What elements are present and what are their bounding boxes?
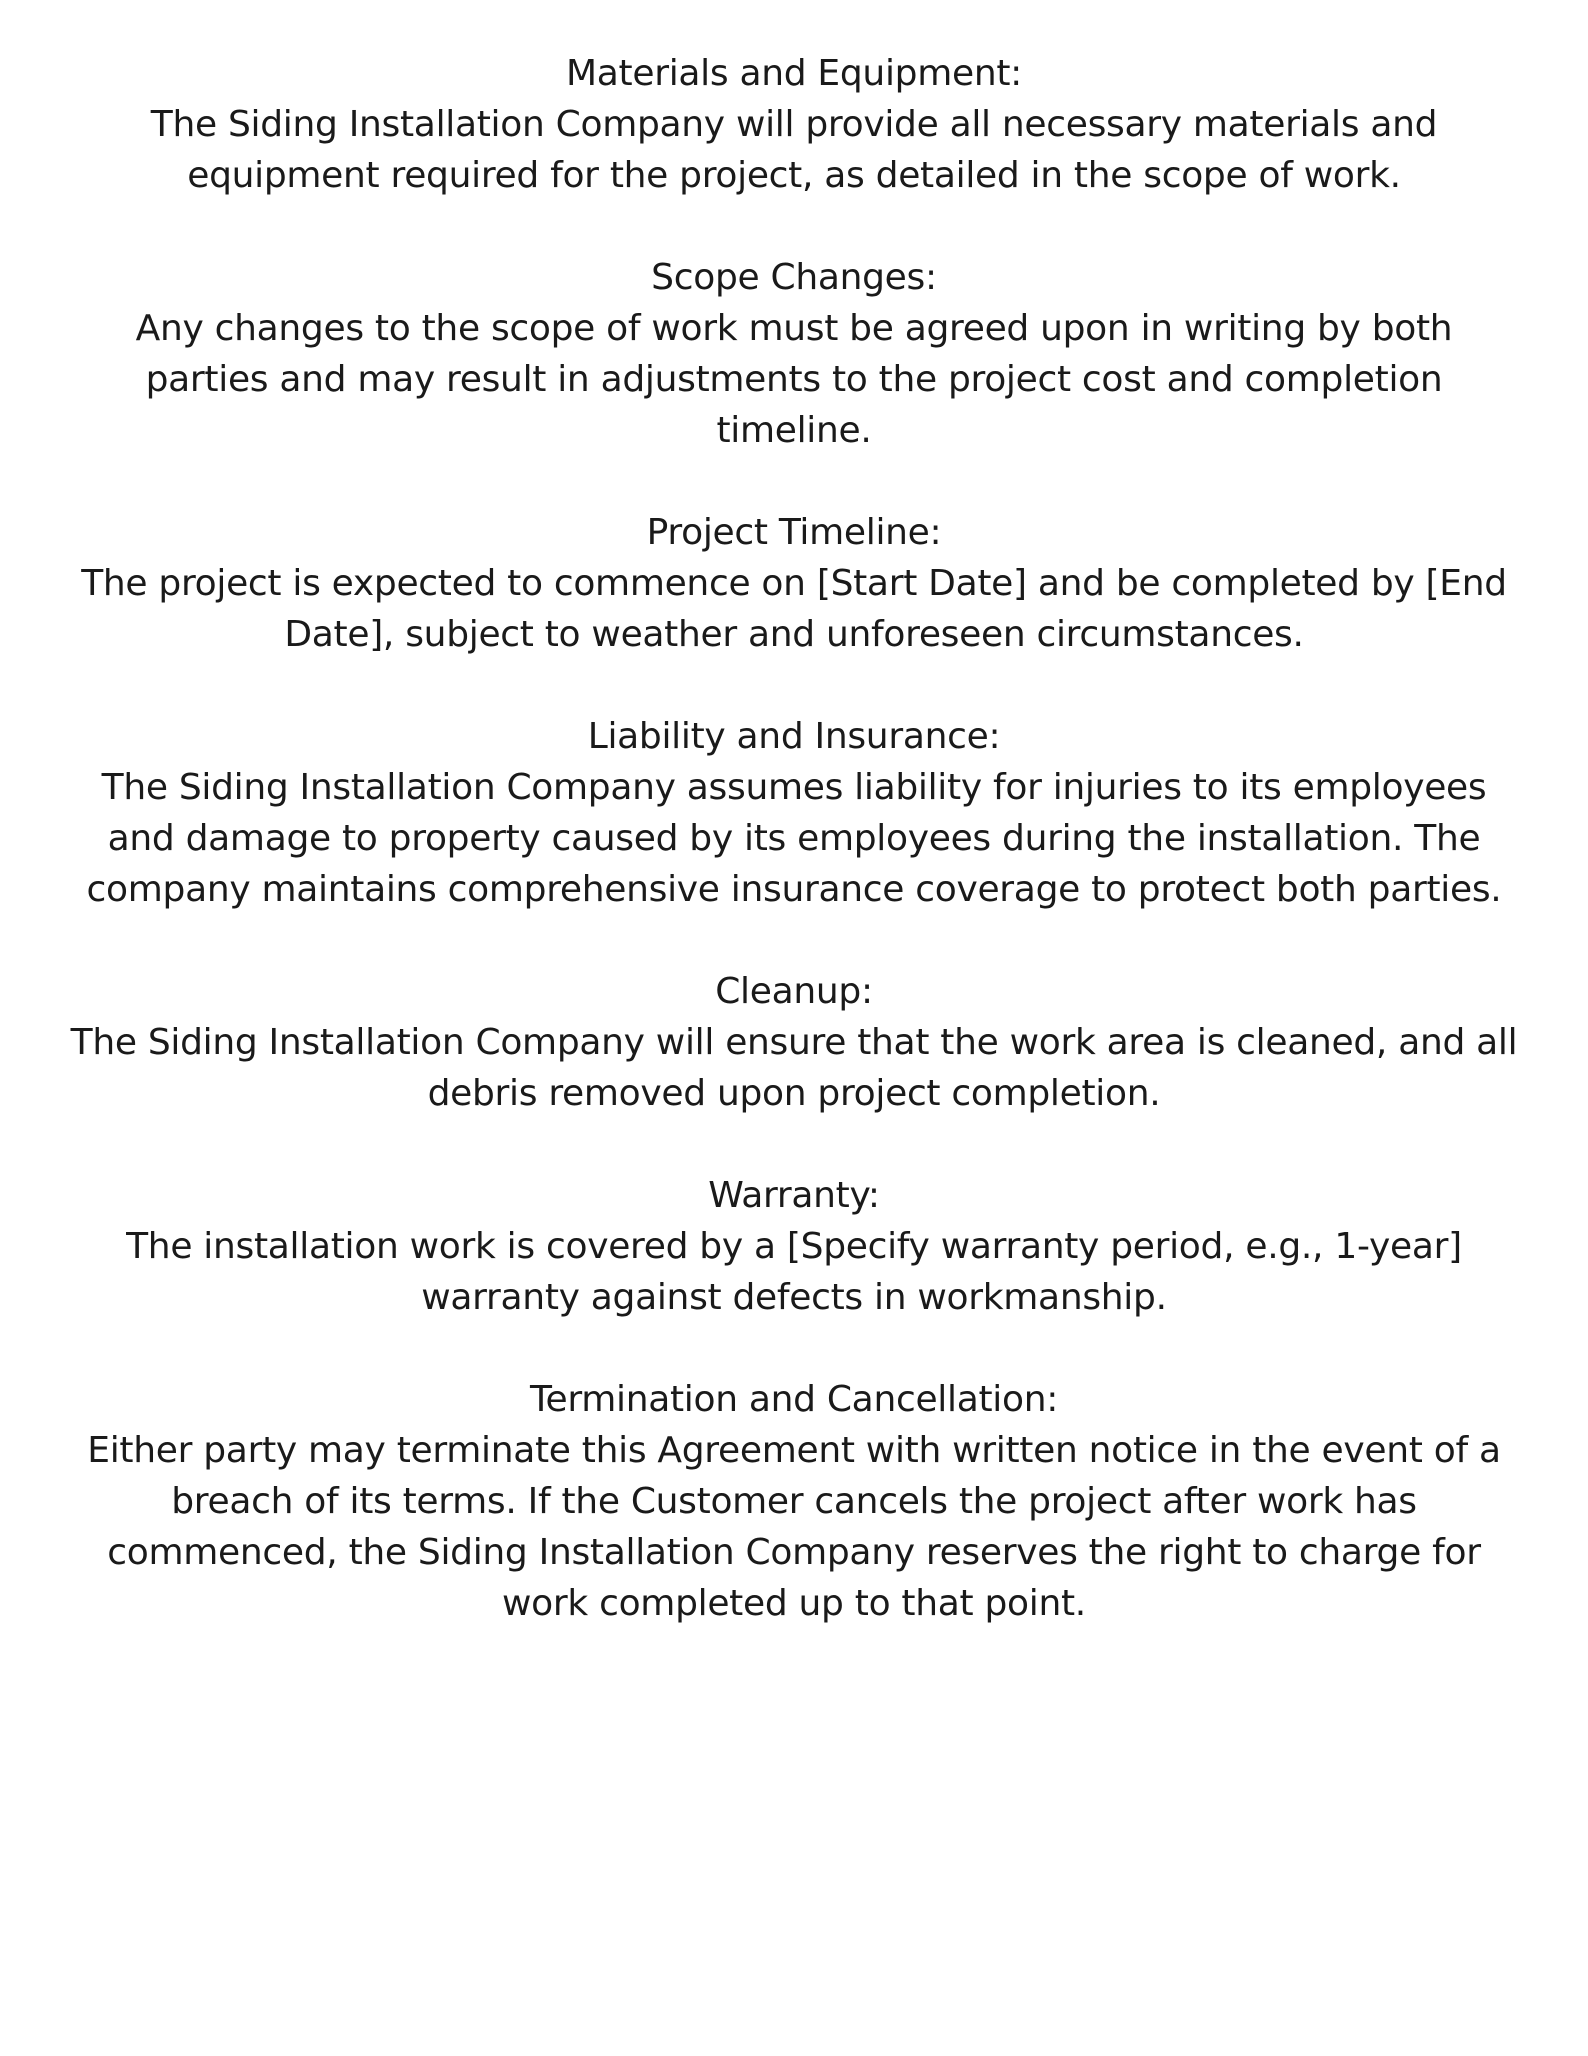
section-heading: Materials and Equipment:: [566, 53, 1022, 94]
section-liability-and-insurance: [70, 711, 1518, 915]
section-heading: Scope Changes:: [651, 257, 937, 298]
section-heading: Liability and Insurance:: [587, 716, 1001, 757]
section-materials-and-equipment: [70, 48, 1518, 201]
section-heading: Cleanup:: [715, 971, 873, 1012]
section-body: Any changes to the scope of work must be agreed upon in writing by both parties and may result in adjustments to the project cost and completion timeline.: [135, 308, 1453, 451]
document-content: [70, 48, 1518, 1629]
section-project-timeline: [70, 507, 1518, 660]
section-body: The Siding Installation Company assumes liability for injuries to its employees and damage to property caused by its employees during the installation. The company maintains comprehensive insurance coverage to protect both parties.: [86, 767, 1502, 910]
section-body: The installation work is covered by a [Specify warranty period, e.g., 1-year] warranty against defects in workmanship.: [126, 1226, 1462, 1318]
section-cleanup: [70, 966, 1518, 1119]
section-heading: Project Timeline:: [646, 512, 942, 553]
section-termination-and-cancellation: [70, 1374, 1518, 1629]
section-heading: Termination and Cancellation:: [529, 1379, 1059, 1420]
section-body: Either party may terminate this Agreement with written notice in the event of a breach of its terms. If the Customer cancels the project after work has commenced, the Siding Installation Company reserves the right to charge for work completed up to that point.: [87, 1430, 1501, 1624]
section-body: The project is expected to commence on [Start Date] and be completed by [End Date], subject to weather and unforeseen circumstances.: [81, 563, 1507, 655]
section-scope-changes: [70, 252, 1518, 456]
section-heading: Warranty:: [708, 1175, 880, 1216]
section-body: The Siding Installation Company will ensure that the work area is cleaned, and all debris removed upon project completion.: [70, 1022, 1518, 1114]
section-warranty: [70, 1170, 1518, 1323]
section-body: The Siding Installation Company will provide all necessary materials and equipment required for the project, as detailed in the scope of work.: [150, 104, 1438, 196]
